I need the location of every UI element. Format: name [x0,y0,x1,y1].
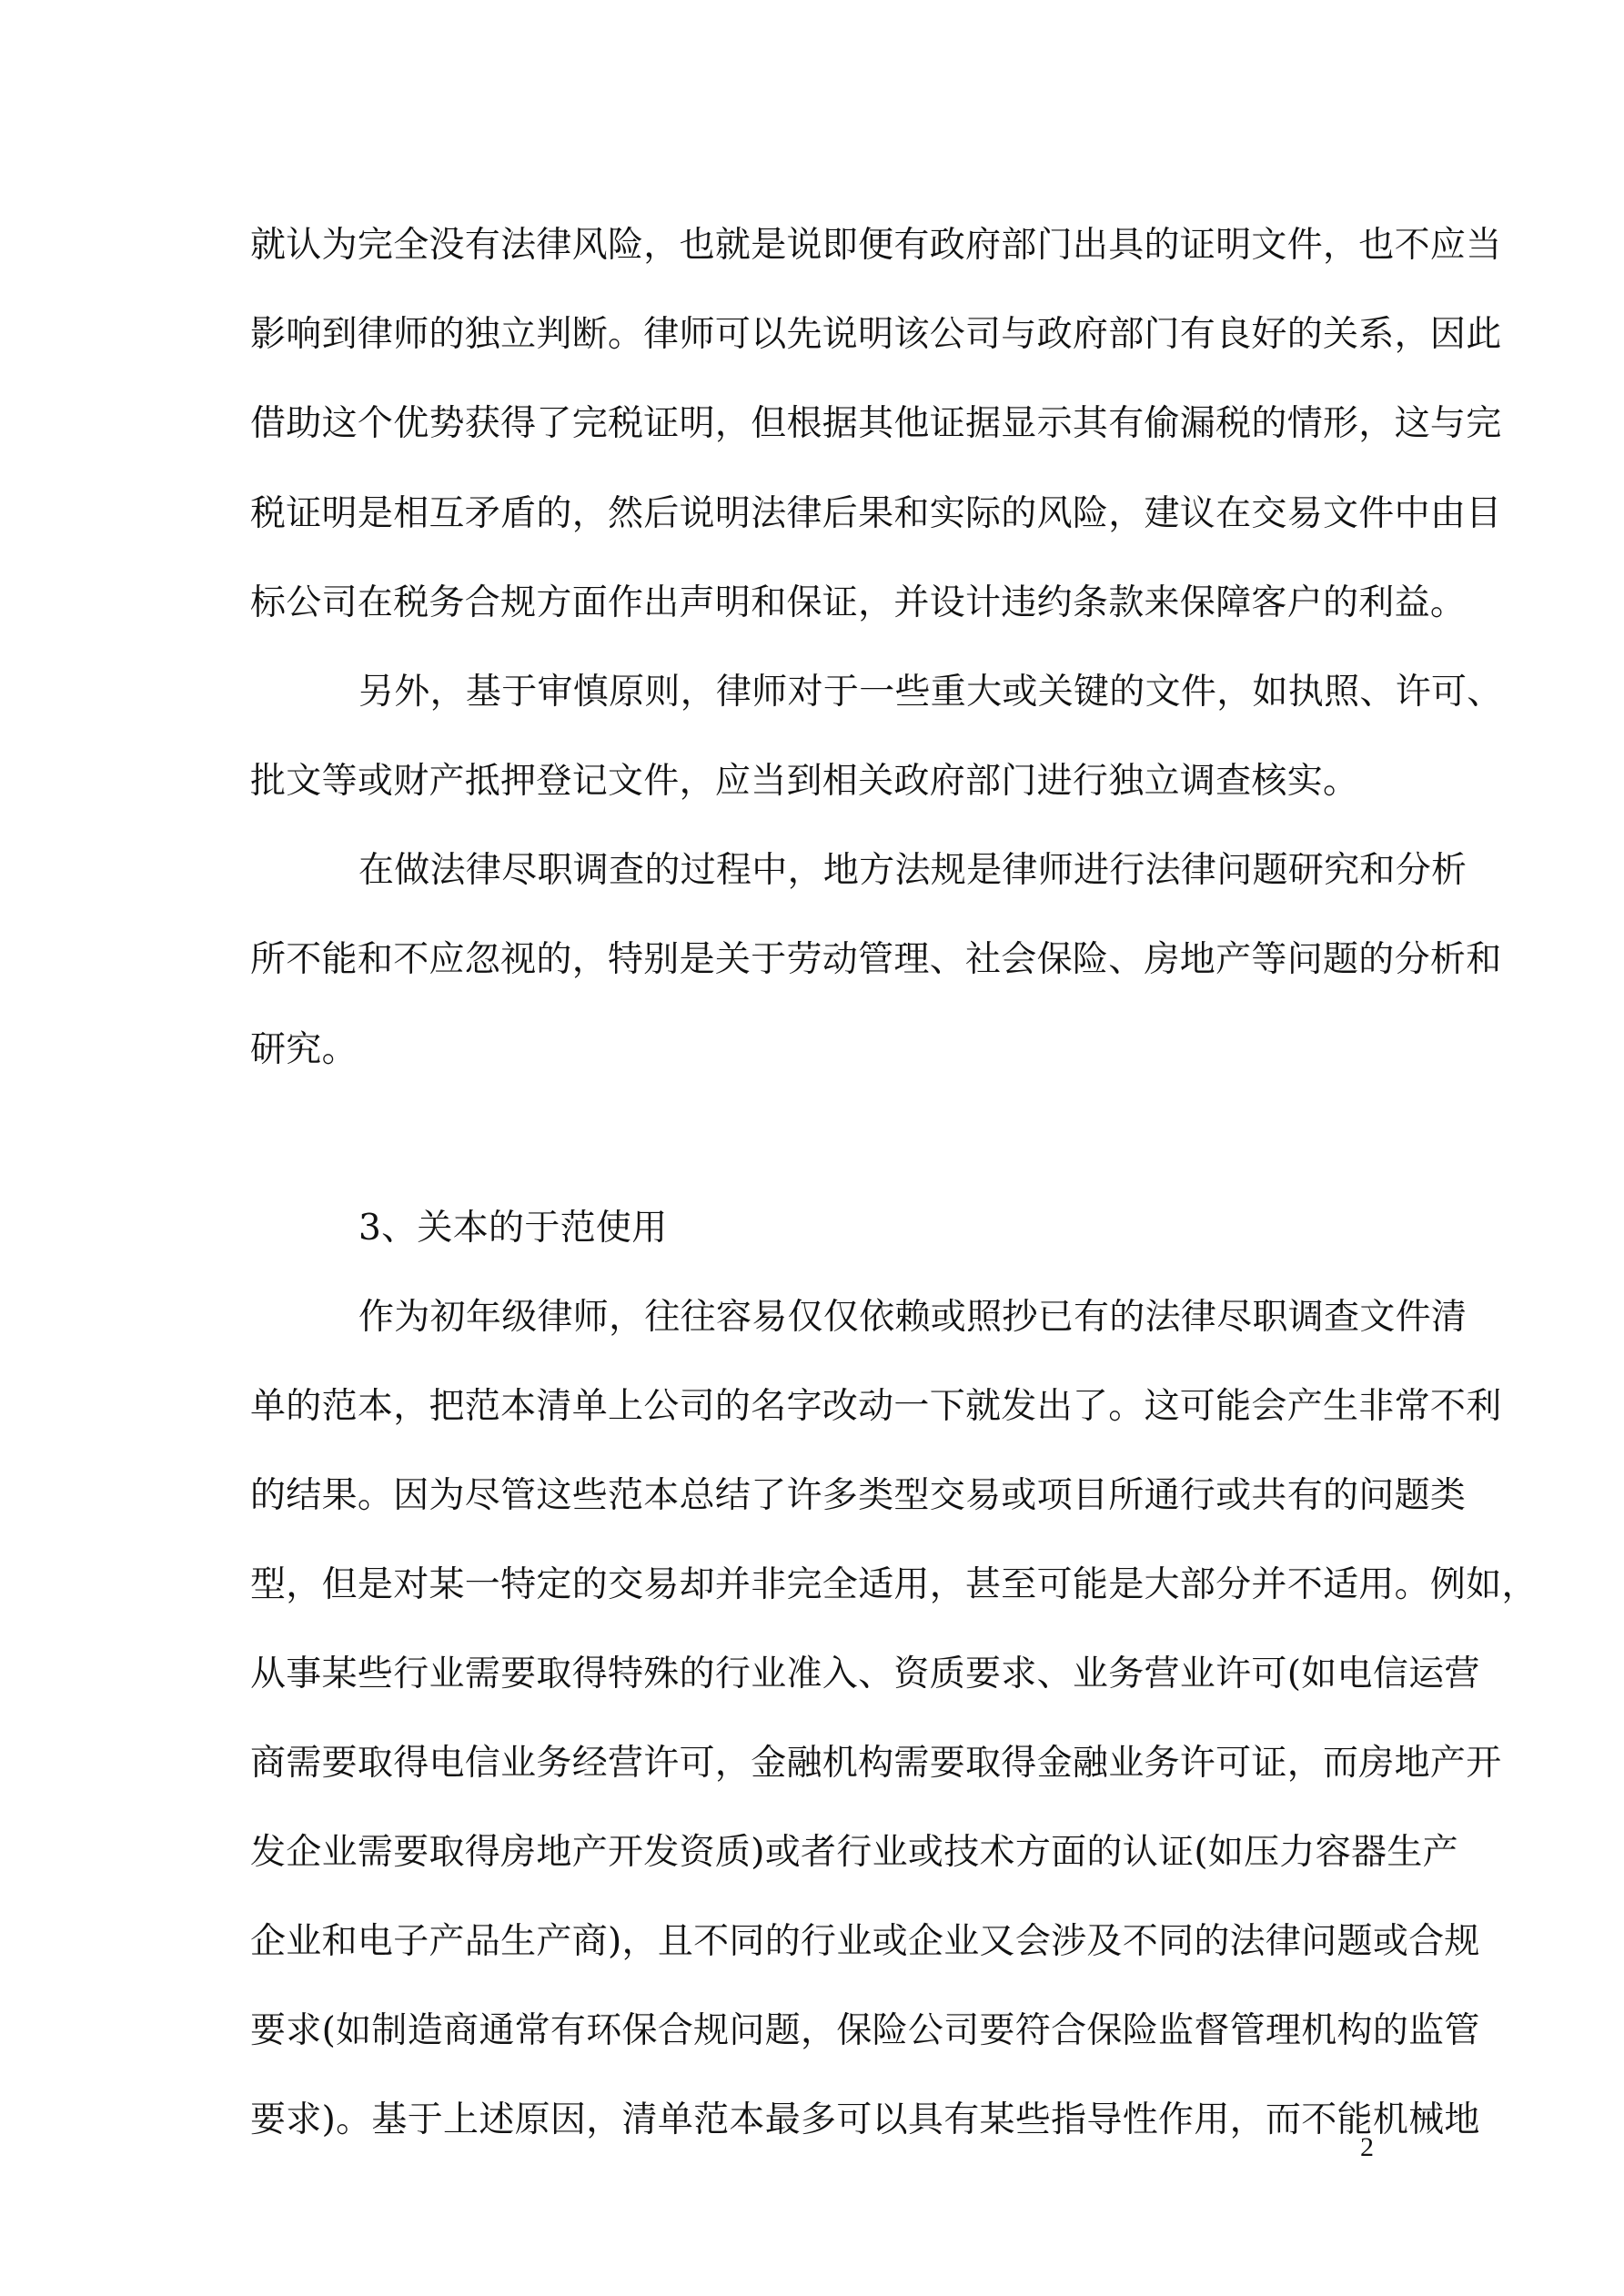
section-heading: 3、关本的于范使用 [358,1208,668,1249]
text-line: 发企业需要取得房地产开发资质)或者行业或技术方面的认证(如压力容器生产 [250,1832,1458,1873]
paragraph-start-line: 在做法律尽职调查的过程中，地方法规是律师进行法律问题研究和分析 [358,850,1468,891]
text-line: 就认为完全没有法律风险，也就是说即便有政府部门出具的证明文件，也不应当 [250,225,1502,266]
text-line: 标公司在税务合规方面作出声明和保证，并设计违约条款来保障客户的利益。 [250,582,1467,623]
paragraph-start-line: 另外，基于审慎原则，律师对于一些重大或关键的文件，如执照、许可、 [358,672,1503,713]
text-line: 所不能和不应忽视的，特别是关于劳动管理、社会保险、房地产等问题的分析和 [250,939,1502,980]
text-line: 的结果。因为尽管这些范本总结了许多类型交易或项目所通行或共有的问题类 [250,1475,1467,1516]
text-line: 从事某些行业需要取得特殊的行业准入、资质要求、业务营业许可(如电信运营 [250,1654,1480,1694]
text-line: 要求)。基于上述原因，清单范本最多可以具有某些指导性作用，而不能机械地 [250,2099,1480,2140]
text-line: 企业和电子产品生产商)，且不同的行业或企业又会涉及不同的法律问题或合规 [250,1921,1480,1962]
text-line: 借助这个优势获得了完税证明，但根据其他证据显示其有偷漏税的情形，这与完 [250,403,1502,444]
text-line: 单的范本，把范本清单上公司的名字改动一下就发出了。这可能会产生非常不利 [250,1386,1502,1427]
text-line: 批文等或财产抵押登记文件，应当到相关政府部门进行独立调查核实。 [250,761,1359,802]
text-line: 型，但是对某一特定的交易却并非完全适用，甚至可能是大部分并不适用。例如， [250,1564,1538,1605]
page-number: 2 [1360,2132,1374,2162]
text-line: 税证明是相互矛盾的，然后说明法律后果和实际的风险，建议在交易文件中由目 [250,493,1502,534]
text-line: 研究。 [250,1029,358,1070]
text-line: 商需要取得电信业务经营许可，金融机构需要取得金融业务许可证，而房地产开 [250,1743,1502,1784]
text-line: 影响到律师的独立判断。律师可以先说明该公司与政府部门有良好的关系，因此 [250,314,1502,355]
text-line: 要求(如制造商通常有环保合规问题，保险公司要符合保险监督管理机构的监管 [250,2010,1480,2051]
paragraph-start-line: 作为初年级律师，往往容易仅仅依赖或照抄已有的法律尽职调查文件清 [358,1297,1468,1338]
